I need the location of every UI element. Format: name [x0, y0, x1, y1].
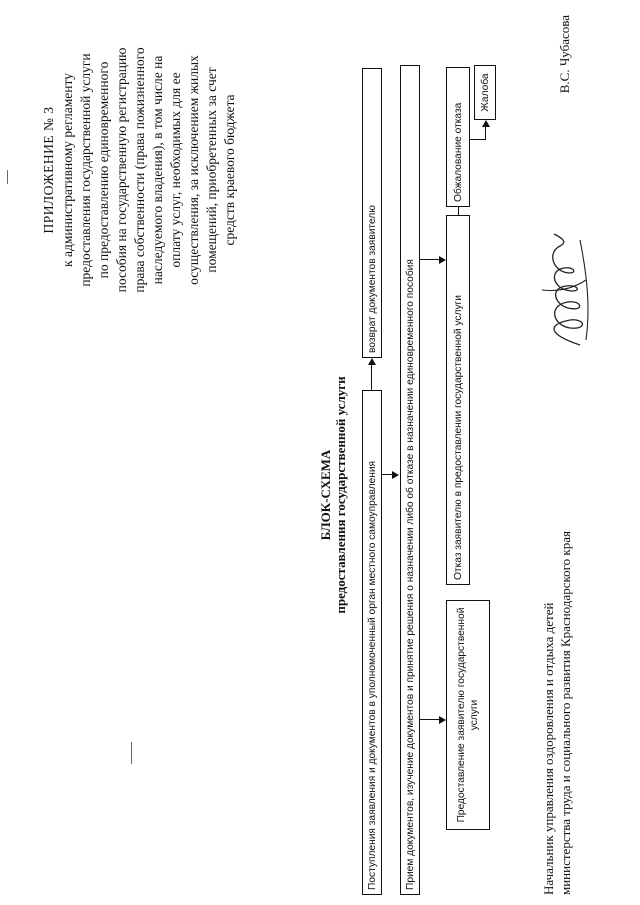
- step1-box: [362, 390, 382, 895]
- return-docs-box: [362, 68, 382, 358]
- appendix-line: наследуемого владения), в том числе на: [150, 55, 165, 285]
- signatory-position: [540, 335, 574, 895]
- return-docs-text: возврат документов заявителю: [366, 205, 378, 353]
- step2-text: Прием документов, изучение документов и принятие решения о назначении либо об отказе в назначении единовременного пособия: [404, 259, 416, 890]
- connector-line: [485, 126, 486, 140]
- grant-text: Предоставление заявителю государственной услуги: [456, 607, 480, 823]
- appendix-header: [40, 25, 239, 315]
- grant-box: [446, 600, 490, 830]
- arrow-down-icon: [392, 471, 399, 479]
- handwritten-signature: [540, 230, 595, 350]
- step1-text: Поступления заявления и документов в уполномоченный орган местного самоуправления: [366, 460, 378, 890]
- appendix-line: средств краевого бюджета: [222, 94, 237, 246]
- scheme-subtitle: предоставления государственной услуги: [333, 376, 348, 614]
- arrow-down-icon: [439, 256, 446, 264]
- scheme-title: БЛОК-СХЕМА: [318, 449, 333, 541]
- scan-mark: [131, 742, 132, 764]
- appendix-title: ПРИЛОЖЕНИЕ № 3: [41, 106, 56, 234]
- appendix-line: предоставления государственной услуги: [78, 53, 93, 287]
- connector-line: [470, 139, 486, 140]
- step2-box: [400, 65, 420, 895]
- connector-line: [458, 207, 459, 215]
- refuse-box: [446, 215, 470, 585]
- appendix-line: помещений, приобретенных за счет: [204, 67, 219, 273]
- appendix-line: осуществления, за исключением жилых: [186, 55, 201, 285]
- appendix-line: пособия на государственную регистрацию: [114, 47, 129, 293]
- position-line-2: министерства труда и социального развития Краснодарского края: [558, 531, 573, 895]
- appeal-text: Обжалование отказа: [452, 102, 464, 202]
- signatory-name: В.С. Чубасова: [557, 15, 572, 94]
- position-line-1: Начальник управления оздоровления и отдыха детей: [541, 602, 556, 895]
- arrow-right-icon: [482, 120, 490, 127]
- appendix-line: оплату услуг, необходимых для ее: [168, 72, 183, 268]
- arrow-right-icon: [368, 358, 376, 365]
- appendix-line: по предоставлению единовременного: [96, 61, 111, 279]
- appendix-line: права собственности (права пожизненного: [132, 47, 147, 293]
- scan-mark: [7, 170, 8, 184]
- appeal-box: [446, 67, 470, 207]
- connector-line: [420, 259, 440, 260]
- complaint-text: Жалоба: [479, 73, 491, 112]
- arrow-down-icon: [439, 716, 446, 724]
- refuse-text: Отказ заявителю в предоставлении государственной услуги: [452, 295, 464, 580]
- appendix-line: к административному регламенту: [60, 73, 75, 267]
- scheme-title-block: [318, 315, 348, 675]
- complaint-box: [474, 65, 496, 120]
- connector-line: [420, 719, 440, 720]
